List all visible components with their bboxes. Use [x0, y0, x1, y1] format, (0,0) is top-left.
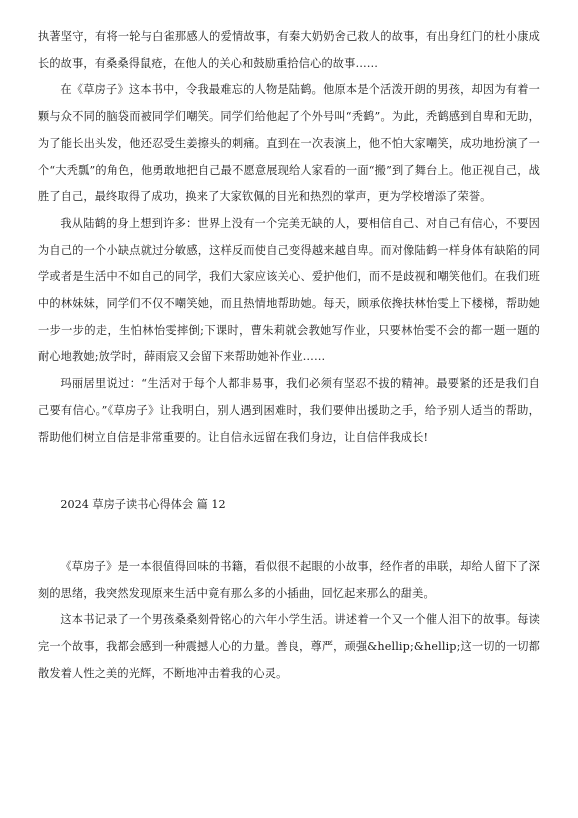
- paragraph-summary: 这本书记录了一个男孩桑桑刻骨铭心的六年小学生活。讲述着一个又一个催人泪下的故事。每读完一个故事，我都会感到一种震撼人心的力量。善良，尊严，顽强&hellip;&hellip;这一切的一切都散发着人性之美的光辉，不断地冲击着我的心灵。: [38, 613, 540, 680]
- paragraph-reflection: 我从陆鹤的身上想到许多：世界上没有一个完美无缺的人，要相信自己、对自己有信心，不要因为自己的一个小缺点就过分敏感，这样反而使自己变得越来越自卑。而对像陆鹤一样身体有缺陷的同学或者是生活中不如自己的同学，我们大家应该关心、爱护他们，而不是歧视和嘲笑他们。在我们班中的林妹妹，同学们不仅不嘲笑她，而且热情地帮助她。每天，顾承依搀扶林怡雯上下楼梯，帮助她一步一步的走，生怕林怡雯摔倒;下课时，曹朱莉就会教她写作业，只要林怡雯不会的都一题一题的耐心地教她;放学时，薛雨宸又会留下来帮助她补作业……: [38, 216, 540, 364]
- section-title: 2024 草房子读书心得体会 篇 12: [60, 498, 226, 512]
- paragraph-intro: 《草房子》是一本很值得回味的书籍，看似很不起眼的小故事，经作者的串联，却给人留下了深刻的思绪，我突然发现原来生活中竟有那么多的小插曲，回忆起来那么的甜美。: [38, 559, 540, 600]
- paragraph-luhe: 在《草房子》这本书中，令我最难忘的人物是陆鹤。他原本是个活泼开朗的男孩，却因为有着一颗与众不同的脑袋而被同学们嘲笑。同学们给他起了个外号叫“秃鹤”。为此，秃鹤感到自卑和无助，为了能长出头发，他还忍受生姜擦头的刺痛。直到在一次表演上，他不怕大家嘲笑，成功地扮演了一个“大秃瓢”的角色，他勇敢地把自己最不愿意展现给人家看的一面“搬”到了舞台上。他正视自己，战胜了自己，最终取得了成功，换来了大家钦佩的目光和热烈的掌声，更为学校增添了荣誉。: [38, 83, 540, 204]
- paragraph-curie-quote: 玛丽居里说过：“生活对于每个人都非易事，我们必须有坚忍不拔的精神。最要紧的还是我们自己要有信心。”《草房子》让我明白，别人遇到困难时，我们要伸出援助之手，给予别人适当的帮助，帮助他们树立自信是非常重要的。让自信永远留在我们身边，让自信伴我成长!: [38, 377, 540, 444]
- paragraph-continuation: 执著坚守，有将一轮与白雀那感人的爱情故事，有秦大奶奶舍己救人的故事，有出身红门的杜小康成长的故事，有桑桑得鼠疮，在他人的关心和鼓励重拾信心的故事……: [38, 30, 540, 70]
